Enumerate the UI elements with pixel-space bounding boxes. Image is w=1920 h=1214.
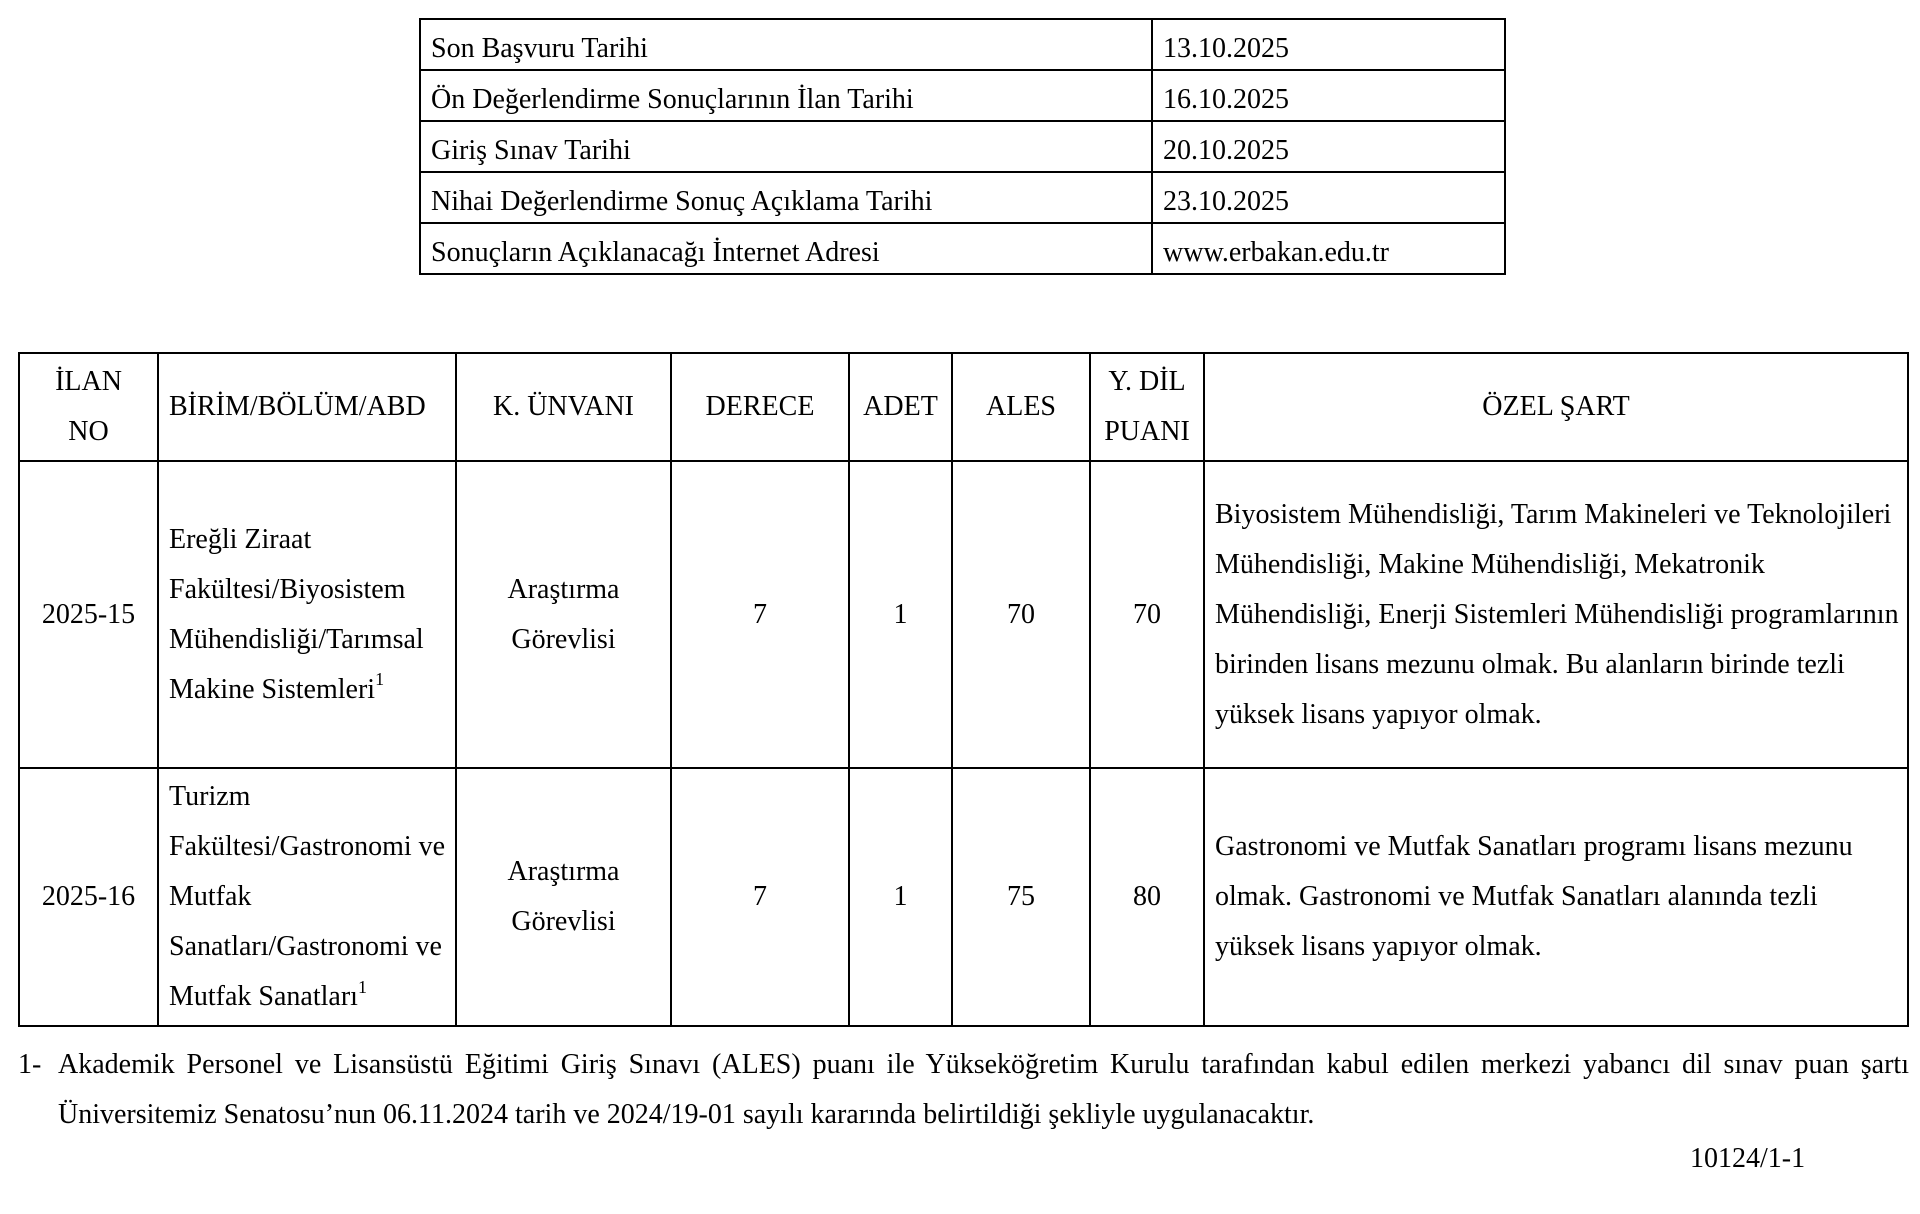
table-row (19, 768, 1908, 1026)
ozel-sart-cell: Gastronomi ve Mutfak Sanatları programı lisans mezunu olmak. Gastronomi ve Mutfak Sanatları alanında tezli yüksek lisans yapıyor olmak. (1204, 768, 1908, 1026)
header-ales: ALES (952, 353, 1090, 461)
derece-cell: 7 (671, 768, 849, 1026)
table-row (19, 461, 1908, 768)
table-row (420, 121, 1505, 172)
table-header-row (19, 353, 1908, 461)
header-ilan-no-line2: NO (68, 416, 109, 447)
header-dil-line1: Y. DİL (1108, 366, 1186, 397)
birim-cell (158, 768, 456, 1026)
date-value: 23.10.2025 (1152, 172, 1505, 223)
unvan-line1: Araştırma (507, 573, 620, 605)
adet-cell: 1 (849, 461, 952, 768)
date-value: 13.10.2025 (1152, 19, 1505, 70)
header-dil-line2: PUANI (1104, 416, 1190, 447)
header-ilan-no (19, 353, 158, 461)
date-label: Giriş Sınav Tarihi (420, 121, 1152, 172)
results-website: www.erbakan.edu.tr (1152, 223, 1505, 274)
ales-cell: 70 (952, 461, 1090, 768)
unvan-line2: Görevlisi (511, 906, 616, 937)
ilan-no-cell: 2025-16 (19, 768, 158, 1026)
positions-table (18, 352, 1909, 1027)
table-row (420, 70, 1505, 121)
footnote-marker: 1 (357, 976, 367, 997)
footnote-marker: 1 (375, 669, 385, 690)
header-dil (1090, 353, 1204, 461)
dil-cell: 70 (1090, 461, 1204, 768)
date-label: Sonuçların Açıklanacağı İnternet Adresi (420, 223, 1152, 274)
unvan-cell (456, 461, 671, 768)
document-code: 10124/1-1 (1690, 1143, 1806, 1174)
birim-text: Turizm Fakültesi/Gastronomi ve Mutfak Sanatları/Gastronomi ve Mutfak Sanatları (169, 781, 446, 1012)
date-label: Nihai Değerlendirme Sonuç Açıklama Tarihi (420, 172, 1152, 223)
ozel-sart-cell: Biyosistem Mühendisliği, Tarım Makineleri ve Teknolojileri Mühendisliği, Makine Mühendisliği, Mekatronik Mühendisliği, Enerji Sistemleri Mühendisliği programlarının birinden lisans mezunu olmak. Bu alanların birinde tezli yüksek lisans yapıyor olmak. (1204, 461, 1908, 768)
table-row (420, 19, 1505, 70)
date-label: Ön Değerlendirme Sonuçlarının İlan Tarihi (420, 70, 1152, 121)
header-ozel-sart: ÖZEL ŞART (1204, 353, 1908, 461)
ilan-no-cell: 2025-15 (19, 461, 158, 768)
header-derece: DERECE (671, 353, 849, 461)
footnote-number: 1- (18, 1049, 42, 1080)
table-row (420, 172, 1505, 223)
dil-cell: 80 (1090, 768, 1204, 1026)
footnote-text: Akademik Personel ve Lisansüstü Eğitimi Giriş Sınavı (ALES) puanı ile Yükseköğretim Kurulu tarafından kabul edilen merkezi yabancı dil sınav puan şartı Üniversitemiz Senatosu’nun 06.11.2024 tarih ve 2024/19-01 sayılı kararında belirtildiği şekliyle uygulanacaktır. (58, 1049, 1909, 1130)
birim-cell (158, 461, 456, 768)
table-row (420, 223, 1505, 274)
dates-table (419, 18, 1506, 275)
date-value: 16.10.2025 (1152, 70, 1505, 121)
header-ilan-no-line1: İLAN (55, 366, 122, 397)
date-label: Son Başvuru Tarihi (420, 19, 1152, 70)
birim-text: Ereğli Ziraat Fakültesi/Biyosistem Mühendisliği/Tarımsal Makine Sistemleri (169, 523, 424, 705)
unvan-cell (456, 768, 671, 1026)
header-adet: ADET (849, 353, 952, 461)
footnote (18, 1040, 1909, 1140)
adet-cell: 1 (849, 768, 952, 1026)
date-value: 20.10.2025 (1152, 121, 1505, 172)
unvan-line1: Araştırma (507, 856, 620, 887)
unvan-line2: Görevlisi (511, 623, 616, 655)
ales-cell: 75 (952, 768, 1090, 1026)
header-birim: BİRİM/BÖLÜM/ABD (158, 353, 456, 461)
derece-cell: 7 (671, 461, 849, 768)
header-unvan: K. ÜNVANI (456, 353, 671, 461)
